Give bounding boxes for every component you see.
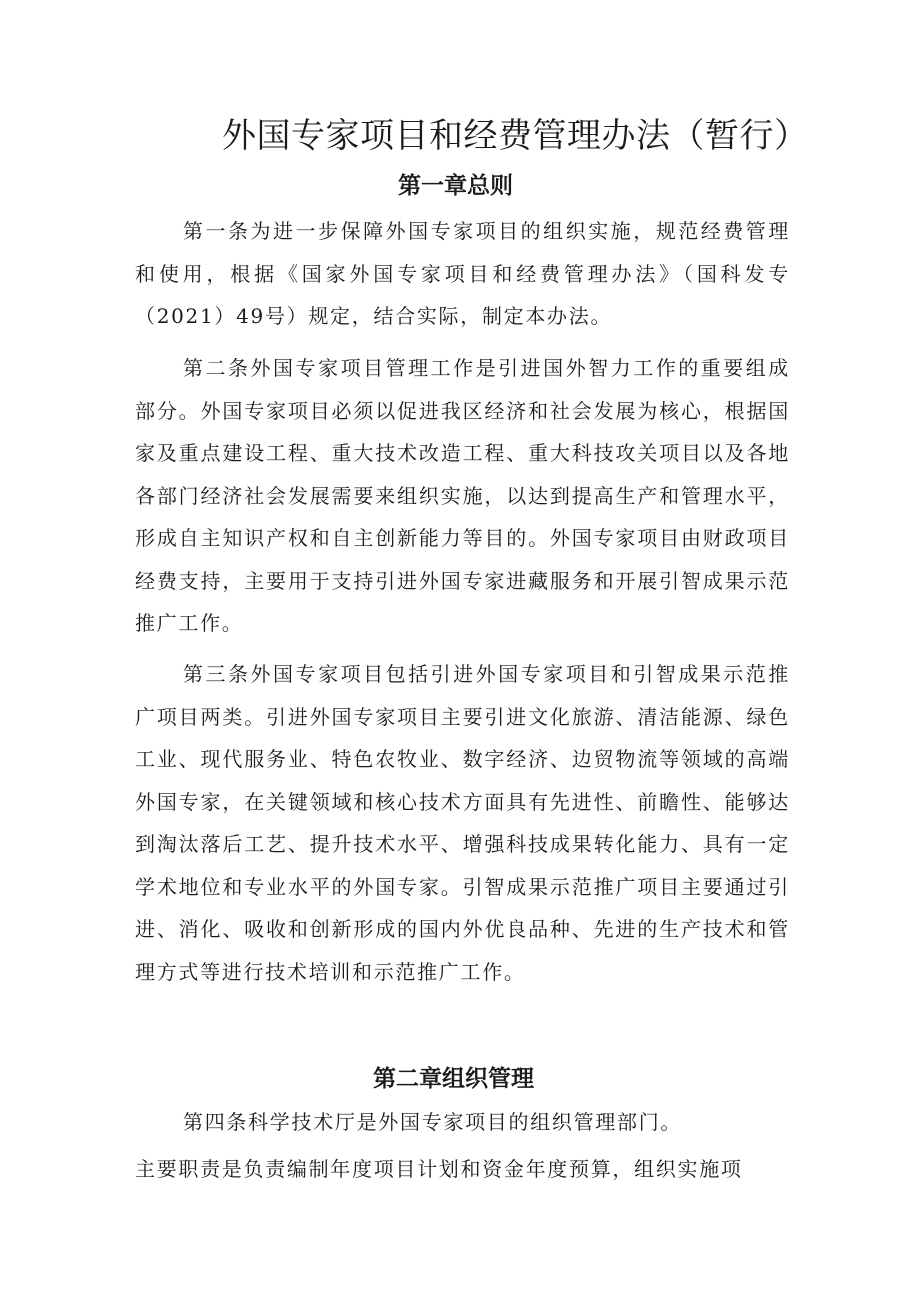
article-paragraph-continuation: 主要职责是负责编制年度项目计划和资金年度预算，组织实施项 [135,1157,743,1181]
chapter-heading: 第二章组织管理 [373,1066,534,1092]
document-title: 外国专家项目和经费管理办法（暂行） [222,116,809,156]
article-paragraph: 第四条科学技术厅是外国专家项目的组织管理部门。 [183,1110,683,1134]
article-paragraph: 第二条外国专家项目管理工作是引进国外智力工作的重要组成部分。外国专家项目必须以促进我区经济和社会发展为核心，根据国家及重点建设工程、重大技术改造工程、重大科技攻关项目以及各地各部门经济社会发展需要来组织实施，以达到提高生产和管理水平，形成自主知识产权和自主创新能力等目的。外国专家项目由财政项目经费支持，主要用于支持引进外国专家进藏服务和开展引智成果示范推广工作。 [135,356,790,635]
article-paragraph: 第三条外国专家项目包括引进外国专家项目和引智成果示范推广项目两类。引进外国专家项目主要引进文化旅游、清洁能源、绿色工业、现代服务业、特色农牧业、数字经济、边贸物流等领域的高端外国专家，在关键领域和核心技术方面具有先进性、前瞻性、能够达到淘汰落后工艺、提升技术水平、增强科技成果转化能力、具有一定学术地位和专业水平的外国专家。引智成果示范推广项目主要通过引进、消化、吸收和创新形成的国内外优良品种、先进的生产技术和管理方式等进行技术培训和示范推广工作。 [135,662,790,984]
article-paragraph: 第一条为进一步保障外国专家项目的组织实施，规范经费管理和使用，根据《国家外国专家项目和经费管理办法》（国科发专（2021）49号）规定，结合实际，制定本办法。 [135,219,790,328]
chapter-heading: 第一章总则 [398,173,513,199]
